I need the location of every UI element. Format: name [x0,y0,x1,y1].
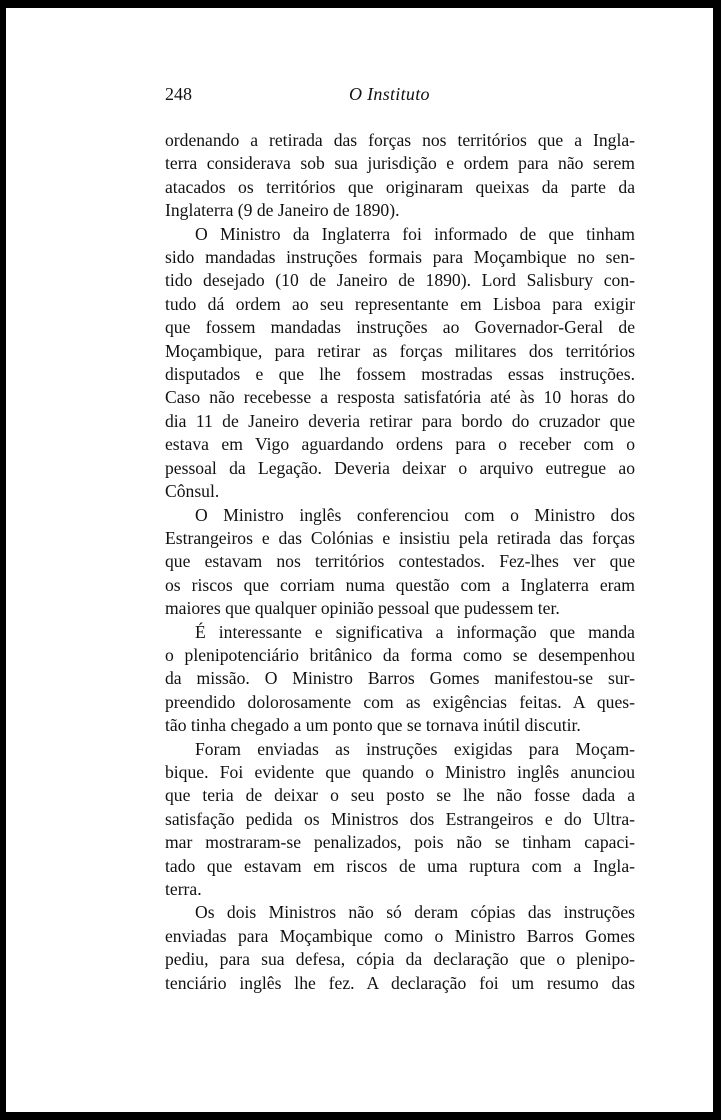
text-line: Os dois Ministros não só deram cópias das instruções [195,902,635,923]
text-line: os riscos que corriam numa questão com a Inglaterra eram [165,574,635,595]
text-line: É interessante e significativa a informação que manda [195,621,635,642]
text-line: Foram enviadas as instruções exigidas para Moçam- [195,738,635,759]
text-line: atacados os territórios que originaram queixas da parte da [165,176,635,197]
paragraph [165,901,635,995]
text-line: Moçambique, para retirar as forças militares dos territórios [165,340,635,361]
text-line: o plenipotenciário britânico da forma como se desempenhou [165,644,635,665]
text-line: que teria de deixar o seu posto se lhe não fosse dada a [165,785,635,806]
text-line: estava em Vigo aguardando ordens para o receber com o [165,434,635,455]
paragraph [165,738,635,902]
running-title: O Instituto [349,84,430,104]
text-line: ordenando a retirada das forças nos territórios que a Ingla- [165,130,635,150]
text-line: satisfação pedida os Ministros dos Estrangeiros e do Ultra- [165,808,635,829]
text-line: Cônsul. [165,481,220,502]
text-line: que estavam nos territórios contestados. Fez-lhes ver que [165,551,635,572]
paragraph [165,223,635,504]
text-line: terra. [165,879,202,899]
text-line: Inglaterra (9 de Janeiro de 1890). [165,200,400,221]
text-line: maiores que qualquer opinião pessoal que pudessem ter. [165,598,560,619]
paragraph [165,129,635,223]
text-line: tão tinha chegado a um ponto que se tornava inútil discutir. [165,715,581,736]
text-line: tado que estavam em riscos de uma ruptura com a Ingla- [165,855,635,876]
text-line: O Ministro da Inglaterra foi informado de que tinham [195,223,635,244]
text-line: disputados e que lhe fossem mostradas essas instruções. [165,364,635,385]
text-line: tudo dá ordem ao seu representante em Lisboa para exigir [165,293,635,314]
text-line: Estrangeiros e das Colónias e insistiu pela retirada das forças [165,527,635,548]
body-text [165,129,635,995]
text-line: dia 11 de Janeiro deveria retirar para bordo do cruzador que [165,410,635,431]
text-line: tido desejado (10 de Janeiro de 1890). Lord Salisbury con- [165,270,635,291]
text-line: que fossem mandadas instruções ao Governador-Geral de [165,317,635,338]
text-line: enviadas para Moçambique como o Ministro Barros Gomes [165,925,635,946]
text-line: pediu, para sua defesa, cópia da declaração que o plenipo- [165,949,635,970]
paragraph [165,621,635,738]
text-line: pessoal da Legação. Deveria deixar o arquivo eutregue ao [165,457,635,478]
book-page [6,8,713,1112]
text-line: O Ministro inglês conferenciou com o Ministro dos [195,504,635,525]
text-line: mar mostraram-se penalizados, pois não se tinham capaci- [165,832,635,853]
page-number: 248 [165,84,192,104]
text-line: preendido dolorosamente com as exigências feitas. A ques- [165,691,635,712]
page-header [165,84,635,108]
paragraph [165,504,635,621]
text-line: da missão. O Ministro Barros Gomes manifestou-se sur- [165,668,635,689]
text-line: Caso não recebesse a resposta satisfatória até às 10 horas do [165,387,635,408]
text-line: bique. Foi evidente que quando o Ministro inglês anunciou [165,761,635,782]
text-line: tenciário inglês lhe fez. A declaração foi um resumo das [165,972,635,993]
text-line: sido mandadas instruções formais para Moçambique no sen- [165,247,635,268]
text-line: terra considerava sob sua jurisdição e ordem para não serem [165,153,635,174]
